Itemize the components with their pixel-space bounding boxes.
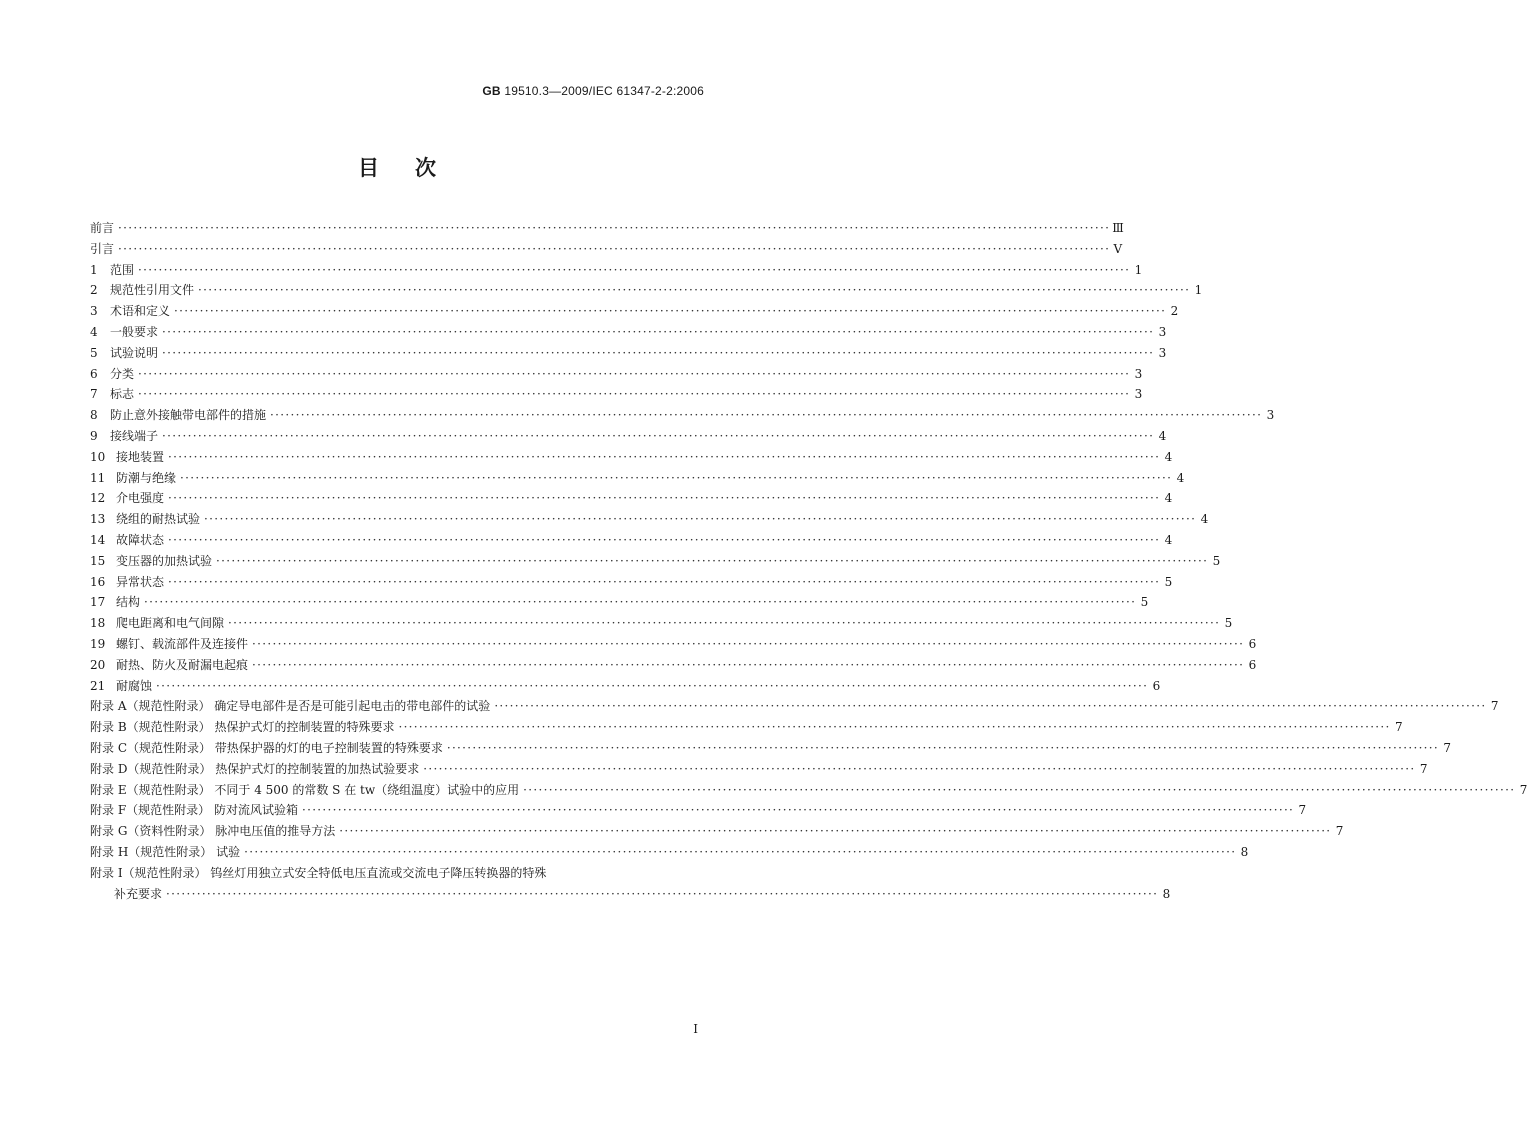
dot-leader	[166, 572, 1162, 593]
toc-entry-label: 防潮与绝缘	[116, 470, 177, 485]
standard-designation: 19510.3—2009/IEC 61347-2-2:2006	[500, 84, 704, 98]
toc-entry[interactable]	[90, 863, 706, 884]
toc-entry-page: 3	[1266, 408, 1275, 423]
dot-leader	[166, 530, 1162, 551]
toc-entry-label: 接地装置	[116, 449, 165, 464]
dot-leader	[492, 696, 1488, 717]
toc-entry[interactable]	[90, 301, 1179, 322]
toc-entry-label: 螺钉、载流部件及连接件	[116, 636, 249, 651]
page-folio: I	[693, 1022, 698, 1036]
toc-entry-page: 4	[1164, 491, 1173, 506]
toc-entry[interactable]	[90, 426, 1167, 447]
dot-leader	[250, 655, 1246, 676]
toc-entry-page: 4	[1200, 512, 1209, 527]
toc-entry-page: 4	[1164, 532, 1173, 547]
toc-entry-label: 附录 F（规范性附录） 防对流风试验箱	[90, 803, 298, 818]
toc-entry-label: 附录 H（规范性附录） 试验	[90, 844, 241, 859]
toc-entry[interactable]	[90, 384, 1143, 405]
toc-entry-page: 6	[1152, 678, 1161, 693]
toc-entry-label: 前言	[90, 221, 115, 235]
toc-entry[interactable]	[90, 530, 1173, 551]
toc-entry-number: 3	[90, 304, 98, 319]
toc-entry-page: 7	[1419, 761, 1428, 776]
toc-entry-number: 17	[90, 595, 106, 610]
toc-entry-label: 标志	[110, 387, 135, 402]
toc-entry-number: 7	[90, 387, 98, 402]
toc-entry-page: 6	[1248, 657, 1257, 672]
toc-entry-page: 3	[1158, 324, 1167, 339]
toc-entry[interactable]	[90, 613, 1233, 634]
dot-leader	[160, 322, 1156, 343]
toc-entry-page: 7	[1490, 699, 1499, 714]
toc-entry-page: 3	[1134, 387, 1143, 402]
toc-entry-label: 规范性引用文件	[110, 283, 195, 298]
toc-entry-number: 19	[90, 636, 106, 651]
toc-entry-label: 介电强度	[116, 491, 165, 506]
dot-leader	[154, 676, 1150, 697]
toc-entry[interactable]	[90, 260, 1143, 281]
toc-entry-number: 4	[90, 324, 98, 339]
toc-entry[interactable]	[90, 821, 1344, 842]
dot-leader	[136, 260, 1132, 281]
dot-leader	[250, 634, 1246, 655]
dot-leader	[166, 447, 1162, 468]
toc-entry-label: 爬电距离和电气间隙	[116, 616, 225, 631]
dot-leader	[172, 301, 1168, 322]
toc-entry-label: 防止意外接触带电部件的措施	[110, 408, 267, 423]
dot-leader	[421, 759, 1417, 780]
toc-entry[interactable]	[90, 780, 1527, 801]
toc-entry-page: Ⅴ	[1113, 241, 1123, 256]
dot-leader	[445, 738, 1441, 759]
toc-entry-page: 7	[1443, 740, 1452, 755]
toc-entry-page: 5	[1212, 553, 1221, 568]
toc-entry[interactable]	[90, 842, 1249, 863]
toc-entry-label: 附录 A（规范性附录） 确定导电部件是否是可能引起电击的带电部件的试验	[90, 699, 491, 714]
dot-leader	[178, 468, 1174, 489]
toc-entry-page: 5	[1224, 616, 1233, 631]
toc-entry-page: Ⅲ	[1112, 221, 1124, 235]
toc-entry-label: 耐腐蚀	[116, 678, 153, 693]
toc-entry[interactable]	[90, 634, 1257, 655]
toc-entry-label: 变压器的加热试验	[116, 553, 213, 568]
toc-entry-number: 18	[90, 616, 106, 631]
toc-entry-page: 2	[1170, 304, 1179, 319]
toc-entry-label: 范围	[110, 262, 135, 277]
toc-entry-page: 3	[1158, 345, 1167, 360]
toc-entry-page: 6	[1248, 636, 1257, 651]
toc-entry-number: 2	[90, 283, 98, 298]
toc-entry-label: 附录 C（规范性附录） 带热保护器的灯的电子控制装置的特殊要求	[90, 740, 443, 755]
toc-entry[interactable]	[90, 343, 1167, 364]
toc-entry[interactable]	[90, 364, 1143, 385]
toc-entry[interactable]	[90, 280, 1203, 301]
toc-entry-page: 1	[1194, 283, 1203, 298]
toc-entry-number: 16	[90, 574, 106, 589]
toc-entry-number: 11	[90, 470, 106, 485]
toc-entry[interactable]	[90, 239, 1123, 260]
toc-entry[interactable]	[90, 322, 1167, 343]
toc-entry[interactable]	[90, 738, 1452, 759]
toc-entry-page: 4	[1164, 449, 1173, 464]
toc-entry[interactable]	[90, 488, 1173, 509]
table-of-contents	[90, 218, 1527, 904]
toc-entry-label: 故障状态	[116, 532, 165, 547]
standard-number	[482, 84, 704, 98]
toc-entry[interactable]	[90, 468, 1185, 489]
toc-entry-label: 结构	[116, 595, 141, 610]
toc-entry-page: 3	[1134, 366, 1143, 381]
toc-entry[interactable]	[90, 447, 1173, 468]
toc-entry[interactable]	[90, 218, 1124, 239]
dot-leader	[300, 800, 1296, 821]
dot-leader	[160, 426, 1156, 447]
toc-entry-number: 5	[90, 345, 98, 360]
toc-entry-page: 4	[1158, 428, 1167, 443]
toc-entry-number: 13	[90, 512, 106, 527]
standard-prefix: GB	[482, 84, 501, 98]
dot-leader	[166, 488, 1162, 509]
toc-entry[interactable]	[90, 676, 1161, 697]
toc-entry-page: 1	[1134, 262, 1143, 277]
toc-entry-number: 10	[90, 449, 106, 464]
toc-entry-page: 7	[1335, 824, 1344, 839]
dot-leader	[214, 551, 1210, 572]
toc-entry[interactable]	[90, 800, 1307, 821]
dot-leader	[164, 884, 1160, 905]
toc-entry-label: 绕组的耐热试验	[116, 512, 201, 527]
toc-entry-label: 一般要求	[110, 324, 159, 339]
toc-entry-page: 7	[1298, 803, 1307, 818]
toc-entry-page: 8	[1240, 844, 1249, 859]
toc-entry-label: 接线端子	[110, 428, 159, 443]
toc-entry-number: 14	[90, 532, 106, 547]
dot-leader	[396, 717, 1392, 738]
toc-entry-number: 9	[90, 428, 98, 443]
dot-leader	[337, 821, 1333, 842]
toc-entry-page: 5	[1164, 574, 1173, 589]
toc-entry-label: 引言	[90, 241, 115, 256]
toc-entry[interactable]	[90, 592, 1149, 613]
toc-entry-label: 附录 G（资料性附录） 脉冲电压值的推导方法	[90, 824, 336, 839]
toc-entry-page: 4	[1176, 470, 1185, 485]
toc-entry[interactable]	[90, 884, 1171, 905]
toc-entry[interactable]	[90, 717, 1403, 738]
toc-entry-number: 1	[90, 262, 98, 277]
toc-entry-page: 5	[1140, 595, 1149, 610]
toc-entry-number: 21	[90, 678, 106, 693]
dot-leader	[196, 280, 1192, 301]
toc-entry-page: 7	[1519, 782, 1527, 797]
toc-entry-label: 试验说明	[110, 345, 159, 360]
toc-entry[interactable]	[90, 696, 1499, 717]
dot-leader	[142, 592, 1138, 613]
toc-entry-number: 15	[90, 553, 106, 568]
toc-entry-number: 8	[90, 408, 98, 423]
toc-entry-label: 补充要求	[114, 886, 163, 901]
toc-entry[interactable]	[90, 551, 1221, 572]
dot-leader	[136, 384, 1132, 405]
toc-entry-label: 附录 B（规范性附录） 热保护式灯的控制装置的特殊要求	[90, 720, 395, 735]
dot-leader	[116, 218, 1112, 239]
toc-entry[interactable]	[90, 405, 1275, 426]
toc-entry[interactable]	[90, 655, 1257, 676]
toc-entry-number: 6	[90, 366, 98, 381]
page-title: 目次	[358, 156, 472, 180]
toc-entry-label: 附录 D（规范性附录） 热保护式灯的控制装置的加热试验要求	[90, 761, 420, 776]
toc-entry-page: 8	[1162, 886, 1171, 901]
toc-entry-label: 附录 E（规范性附录） 不同于 4 500 的常数 S 在 tw（绕组温度）试验中的应用	[90, 782, 520, 797]
toc-entry[interactable]	[90, 572, 1173, 593]
dot-leader	[160, 343, 1156, 364]
dot-leader	[268, 405, 1264, 426]
toc-entry-label: 异常状态	[116, 574, 165, 589]
toc-entry-label: 术语和定义	[110, 304, 171, 319]
dot-leader	[116, 239, 1112, 260]
dot-leader	[136, 364, 1132, 385]
dot-leader	[242, 842, 1238, 863]
toc-entry-number: 20	[90, 657, 106, 672]
toc-entry-label: 耐热、防火及耐漏电起痕	[116, 657, 249, 672]
toc-entry-number: 12	[90, 491, 106, 506]
dot-leader	[202, 509, 1198, 530]
toc-entry-label: 分类	[110, 366, 135, 381]
toc-entry[interactable]	[90, 759, 1428, 780]
dot-leader	[226, 613, 1222, 634]
toc-entry-page: 7	[1395, 720, 1403, 735]
toc-entry[interactable]	[90, 509, 1209, 530]
toc-entry-label: 附录 I（规范性附录） 钨丝灯用独立式安全特低电压直流或交流电子降压转换器的特殊	[90, 865, 547, 880]
dot-leader	[521, 780, 1517, 801]
